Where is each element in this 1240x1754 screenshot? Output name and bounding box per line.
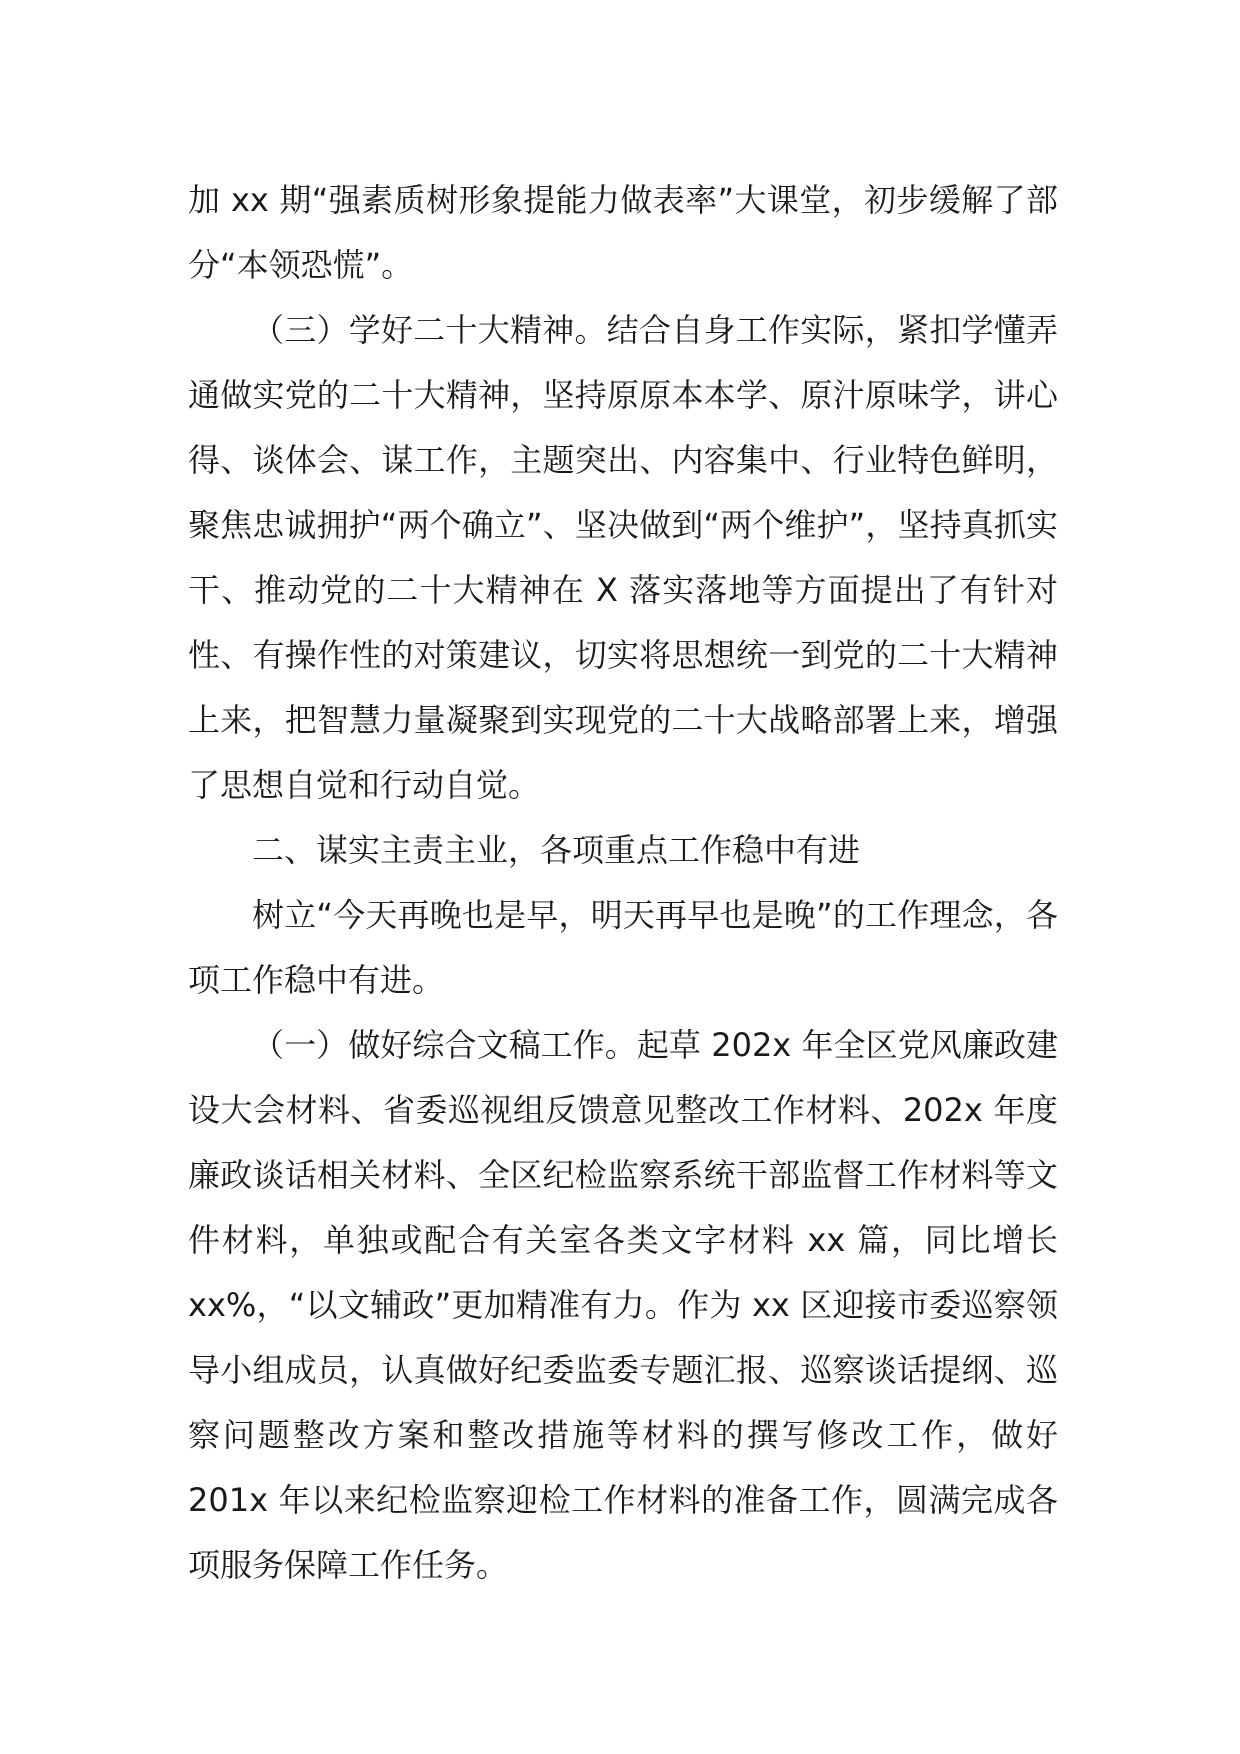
body-paragraph-drafting-work: （一）做好综合文稿工作。起草 202x 年全区党风廉政建设大会材料、省委巡视组反馈意见整改工作材料、202x 年度廉政谈话相关材料、全区纪检监察系统干部监督工作材料等文件材料，单独或配合有关室各类文字材料 xx 篇，同比增长 xx%，“以文辅政”更加精准有力。作为 xx 区迎接市委巡察领导小组成员，认真做好纪委监委专题汇报、巡察谈话提纲、巡察问题整改方案和整改措施等材料的撰写修改工作，做好 201x 年以来纪检监察迎检工作材料的准备工作，圆满完成各项服务保障工作任务。 — [188, 1026, 1058, 1584]
body-paragraph-work-philosophy: 树立“今天再晚也是早，明天再早也是晚”的工作理念，各项工作稳中有进。 — [188, 896, 1058, 999]
section-heading-two: 二、谋实主责主业，各项重点工作稳中有进 — [252, 831, 861, 869]
document-body — [188, 168, 1058, 1598]
body-paragraph-study-spirit: （三）学好二十大精神。结合自身工作实际，紧扣学懂弄通做实党的二十大精神，坚持原原本本学、原汁原味学，讲心得、谈体会、谋工作，主题突出、内容集中、行业特色鲜明，聚焦忠诚拥护“两个确立”、坚决做到“两个维护”，坚持真抓实干、推动党的二十大精神在 X 落实落地等方面提出了有针对性、有操作性的对策建议，切实将思想统一到党的二十大精神上来，把智慧力量凝聚到实现党的二十大战略部署上来，增强了思想自觉和行动自觉。 — [188, 311, 1058, 804]
body-paragraph-continuation: 加 xx 期“强素质树形象提能力做表率”大课堂，初步缓解了部分“本领恐慌”。 — [188, 181, 1058, 284]
